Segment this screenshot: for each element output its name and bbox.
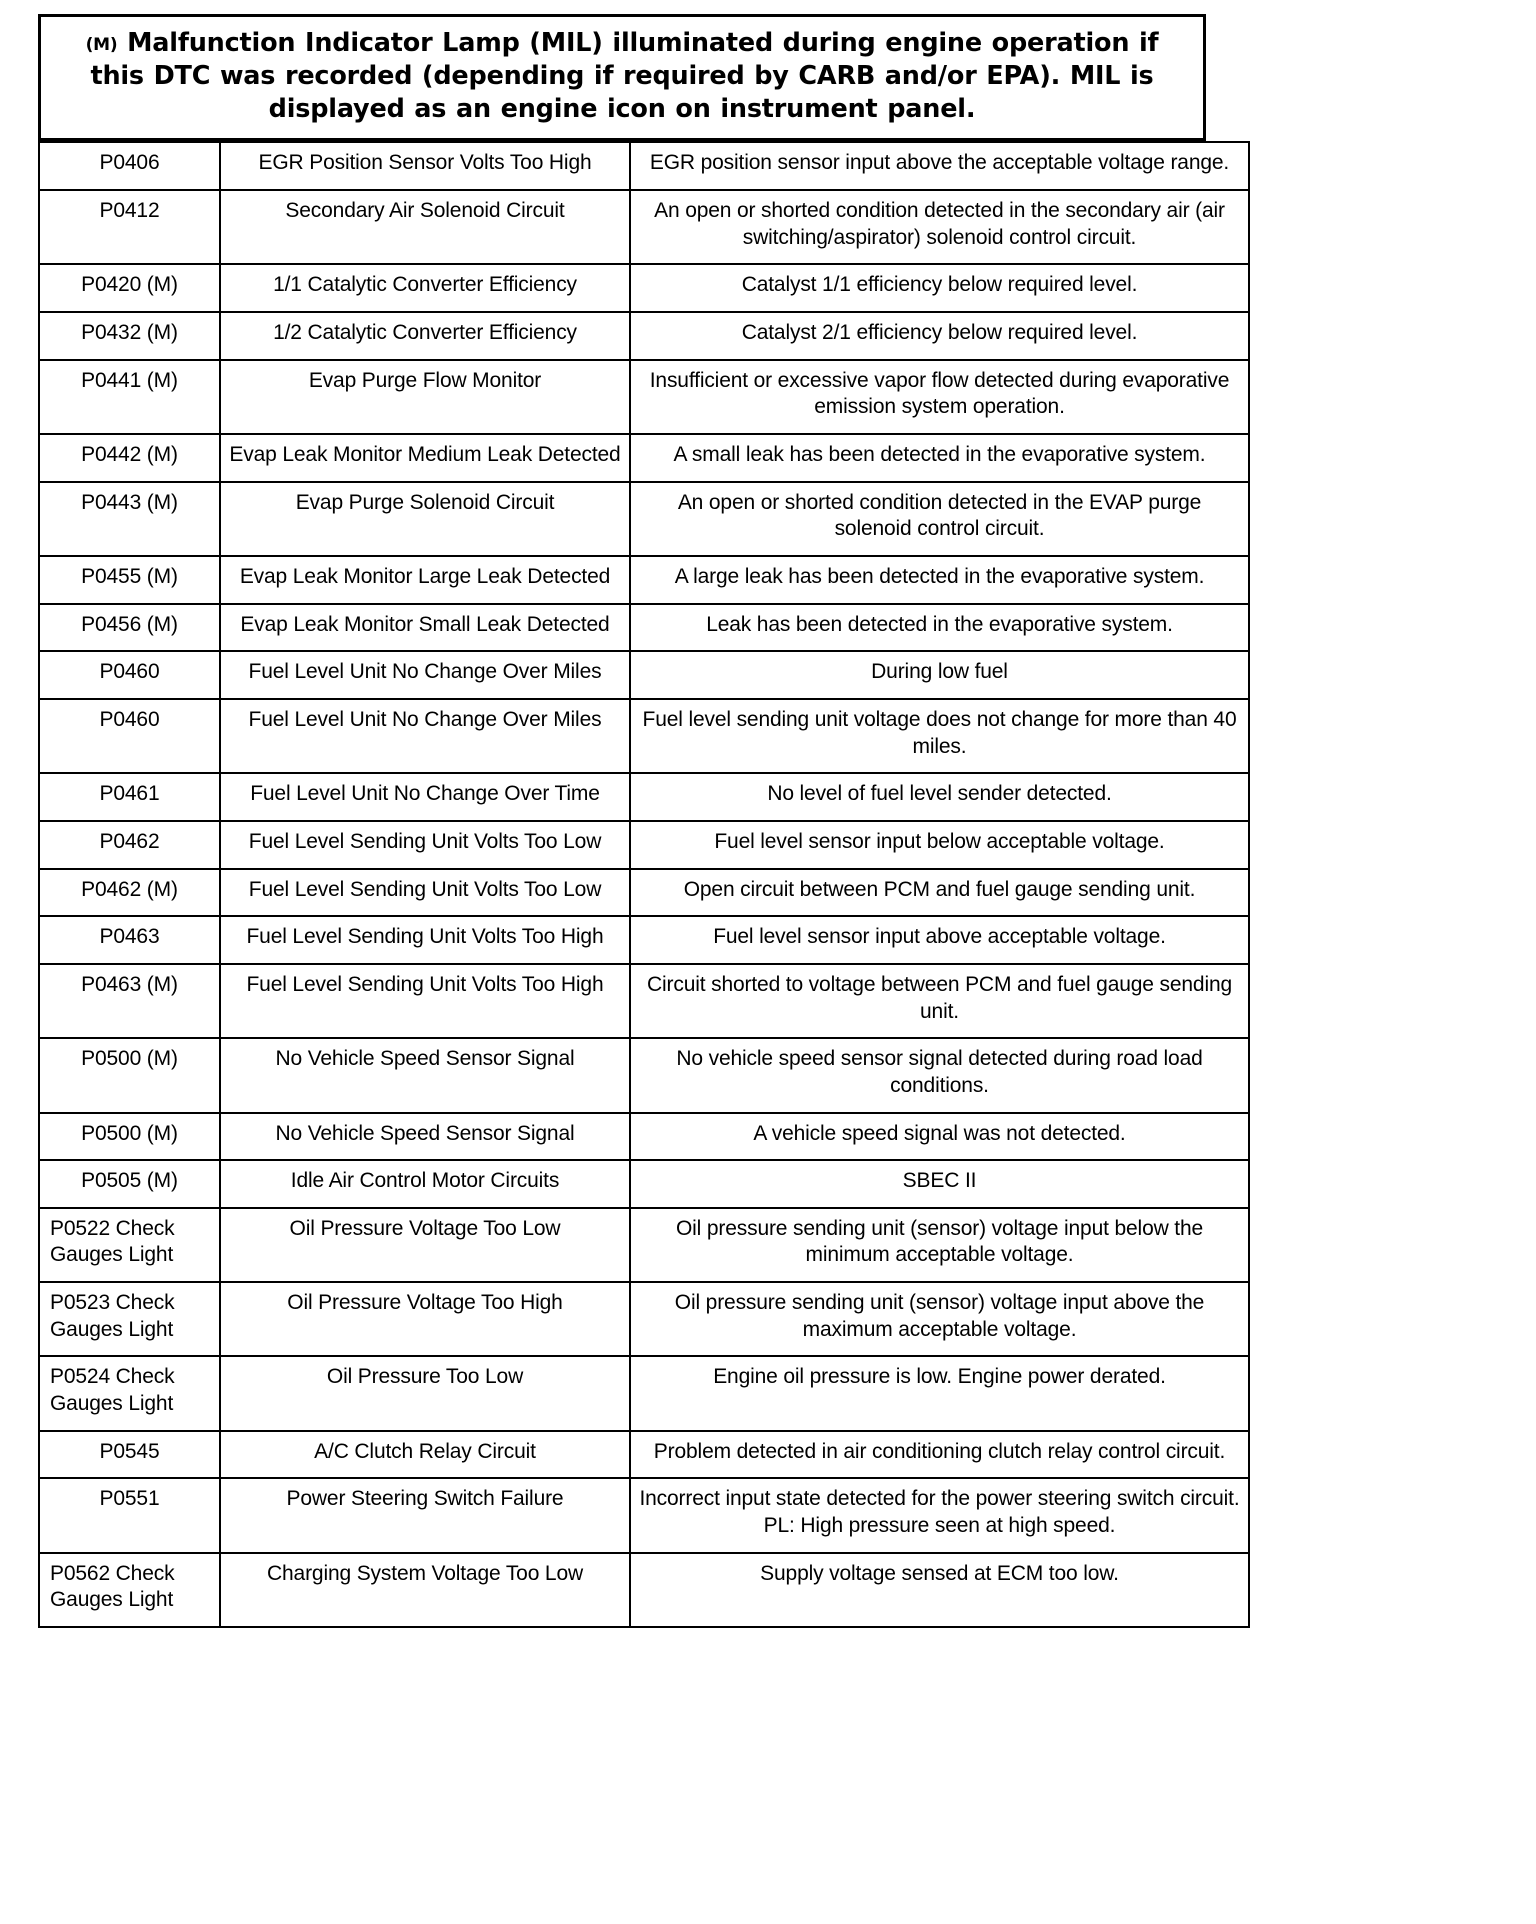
cell-dtc-code: P0524 Check Gauges Light [39,1356,220,1430]
cell-dtc-code: P0462 (M) [39,869,220,917]
table-row [39,190,1249,264]
cell-dtc-code: P0420 (M) [39,264,220,312]
cell-dtc-description: A vehicle speed signal was not detected. [630,1113,1249,1161]
cell-dtc-description: A large leak has been detected in the evaporative system. [630,556,1249,604]
cell-dtc-code: P0461 [39,773,220,821]
cell-dtc-description: Insufficient or excessive vapor flow detected during evaporative emission system operation. [630,360,1249,434]
cell-dtc-name: Fuel Level Sending Unit Volts Too High [220,964,630,1038]
cell-dtc-name: Evap Purge Solenoid Circuit [220,482,630,556]
cell-dtc-description: A small leak has been detected in the evaporative system. [630,434,1249,482]
cell-dtc-code: P0545 [39,1431,220,1479]
table-row [39,964,1249,1038]
table-row [39,869,1249,917]
cell-dtc-description: Oil pressure sending unit (sensor) voltage input above the maximum acceptable voltage. [630,1282,1249,1356]
cell-dtc-name: A/C Clutch Relay Circuit [220,1431,630,1479]
cell-dtc-code: P0443 (M) [39,482,220,556]
table-row [39,1356,1249,1430]
cell-dtc-name: Oil Pressure Voltage Too Low [220,1208,630,1282]
cell-dtc-code: P0562 Check Gauges Light [39,1553,220,1627]
dtc-table [38,141,1250,1628]
cell-dtc-code: P0460 [39,651,220,699]
cell-dtc-code: P0462 [39,821,220,869]
cell-dtc-description: An open or shorted condition detected in the secondary air (air switching/aspirator) solenoid control circuit. [630,190,1249,264]
cell-dtc-code: P0456 (M) [39,604,220,652]
table-row [39,264,1249,312]
table-row [39,699,1249,773]
mil-header-text [59,27,1185,126]
cell-dtc-name: Fuel Level Sending Unit Volts Too Low [220,821,630,869]
cell-dtc-name: Idle Air Control Motor Circuits [220,1160,630,1208]
cell-dtc-code: P0523 Check Gauges Light [39,1282,220,1356]
cell-dtc-description: Fuel level sensor input above acceptable voltage. [630,916,1249,964]
table-row [39,1160,1249,1208]
table-row [39,916,1249,964]
cell-dtc-name: No Vehicle Speed Sensor Signal [220,1038,630,1112]
cell-dtc-description: No vehicle speed sensor signal detected during road load conditions. [630,1038,1249,1112]
cell-dtc-code: P0551 [39,1478,220,1552]
cell-dtc-description: Engine oil pressure is low. Engine power derated. [630,1356,1249,1430]
cell-dtc-code: P0463 (M) [39,964,220,1038]
table-row [39,1282,1249,1356]
cell-dtc-code: P0500 (M) [39,1113,220,1161]
table-row [39,1208,1249,1282]
cell-dtc-code: P0432 (M) [39,312,220,360]
mil-marker-label: (M) [85,35,118,55]
cell-dtc-name: Fuel Level Sending Unit Volts Too Low [220,869,630,917]
dtc-table-body [39,142,1249,1627]
cell-dtc-code: P0455 (M) [39,556,220,604]
cell-dtc-description: Incorrect input state detected for the power steering switch circuit. PL: High pressure seen at high speed. [630,1478,1249,1552]
cell-dtc-description: During low fuel [630,651,1249,699]
mil-header-banner [38,14,1206,141]
cell-dtc-name: 1/2 Catalytic Converter Efficiency [220,312,630,360]
cell-dtc-description: Fuel level sensor input below acceptable voltage. [630,821,1249,869]
cell-dtc-description: Leak has been detected in the evaporative system. [630,604,1249,652]
cell-dtc-description: EGR position sensor input above the acceptable voltage range. [630,142,1249,190]
cell-dtc-description: Fuel level sending unit voltage does not change for more than 40 miles. [630,699,1249,773]
cell-dtc-name: No Vehicle Speed Sensor Signal [220,1113,630,1161]
cell-dtc-code: P0412 [39,190,220,264]
table-row [39,360,1249,434]
table-row [39,821,1249,869]
cell-dtc-name: Evap Leak Monitor Medium Leak Detected [220,434,630,482]
cell-dtc-description: An open or shorted condition detected in the EVAP purge solenoid control circuit. [630,482,1249,556]
cell-dtc-description: SBEC II [630,1160,1249,1208]
cell-dtc-description: Catalyst 1/1 efficiency below required level. [630,264,1249,312]
cell-dtc-name: Fuel Level Sending Unit Volts Too High [220,916,630,964]
table-row [39,1113,1249,1161]
cell-dtc-description: Oil pressure sending unit (sensor) voltage input below the minimum acceptable voltage. [630,1208,1249,1282]
cell-dtc-code: P0442 (M) [39,434,220,482]
cell-dtc-name: Evap Leak Monitor Small Leak Detected [220,604,630,652]
cell-dtc-name: Fuel Level Unit No Change Over Miles [220,699,630,773]
table-row [39,1431,1249,1479]
dtc-document [38,14,1240,1628]
cell-dtc-code: P0505 (M) [39,1160,220,1208]
cell-dtc-description: Supply voltage sensed at ECM too low. [630,1553,1249,1627]
cell-dtc-description: Problem detected in air conditioning clutch relay control circuit. [630,1431,1249,1479]
table-row [39,482,1249,556]
cell-dtc-code: P0460 [39,699,220,773]
cell-dtc-code: P0441 (M) [39,360,220,434]
cell-dtc-name: Power Steering Switch Failure [220,1478,630,1552]
mil-header-body: Malfunction Indicator Lamp (MIL) illuminated during engine operation if this DTC was recorded (depending if required by CARB and/or EPA). MIL is displayed as an engine icon on instrument panel. [90,28,1159,125]
cell-dtc-description: Open circuit between PCM and fuel gauge sending unit. [630,869,1249,917]
table-row [39,773,1249,821]
cell-dtc-name: 1/1 Catalytic Converter Efficiency [220,264,630,312]
cell-dtc-name: Secondary Air Solenoid Circuit [220,190,630,264]
cell-dtc-name: Evap Purge Flow Monitor [220,360,630,434]
cell-dtc-name: Fuel Level Unit No Change Over Time [220,773,630,821]
table-row [39,312,1249,360]
cell-dtc-description: No level of fuel level sender detected. [630,773,1249,821]
table-row [39,142,1249,190]
table-row [39,1478,1249,1552]
cell-dtc-name: Fuel Level Unit No Change Over Miles [220,651,630,699]
cell-dtc-code: P0463 [39,916,220,964]
table-row [39,651,1249,699]
cell-dtc-name: Oil Pressure Too Low [220,1356,630,1430]
cell-dtc-name: EGR Position Sensor Volts Too High [220,142,630,190]
cell-dtc-name: Oil Pressure Voltage Too High [220,1282,630,1356]
table-row [39,1553,1249,1627]
cell-dtc-name: Charging System Voltage Too Low [220,1553,630,1627]
cell-dtc-code: P0500 (M) [39,1038,220,1112]
cell-dtc-code: P0522 Check Gauges Light [39,1208,220,1282]
cell-dtc-description: Circuit shorted to voltage between PCM and fuel gauge sending unit. [630,964,1249,1038]
table-row [39,1038,1249,1112]
table-row [39,604,1249,652]
table-row [39,556,1249,604]
cell-dtc-name: Evap Leak Monitor Large Leak Detected [220,556,630,604]
table-row [39,434,1249,482]
cell-dtc-description: Catalyst 2/1 efficiency below required level. [630,312,1249,360]
cell-dtc-code: P0406 [39,142,220,190]
